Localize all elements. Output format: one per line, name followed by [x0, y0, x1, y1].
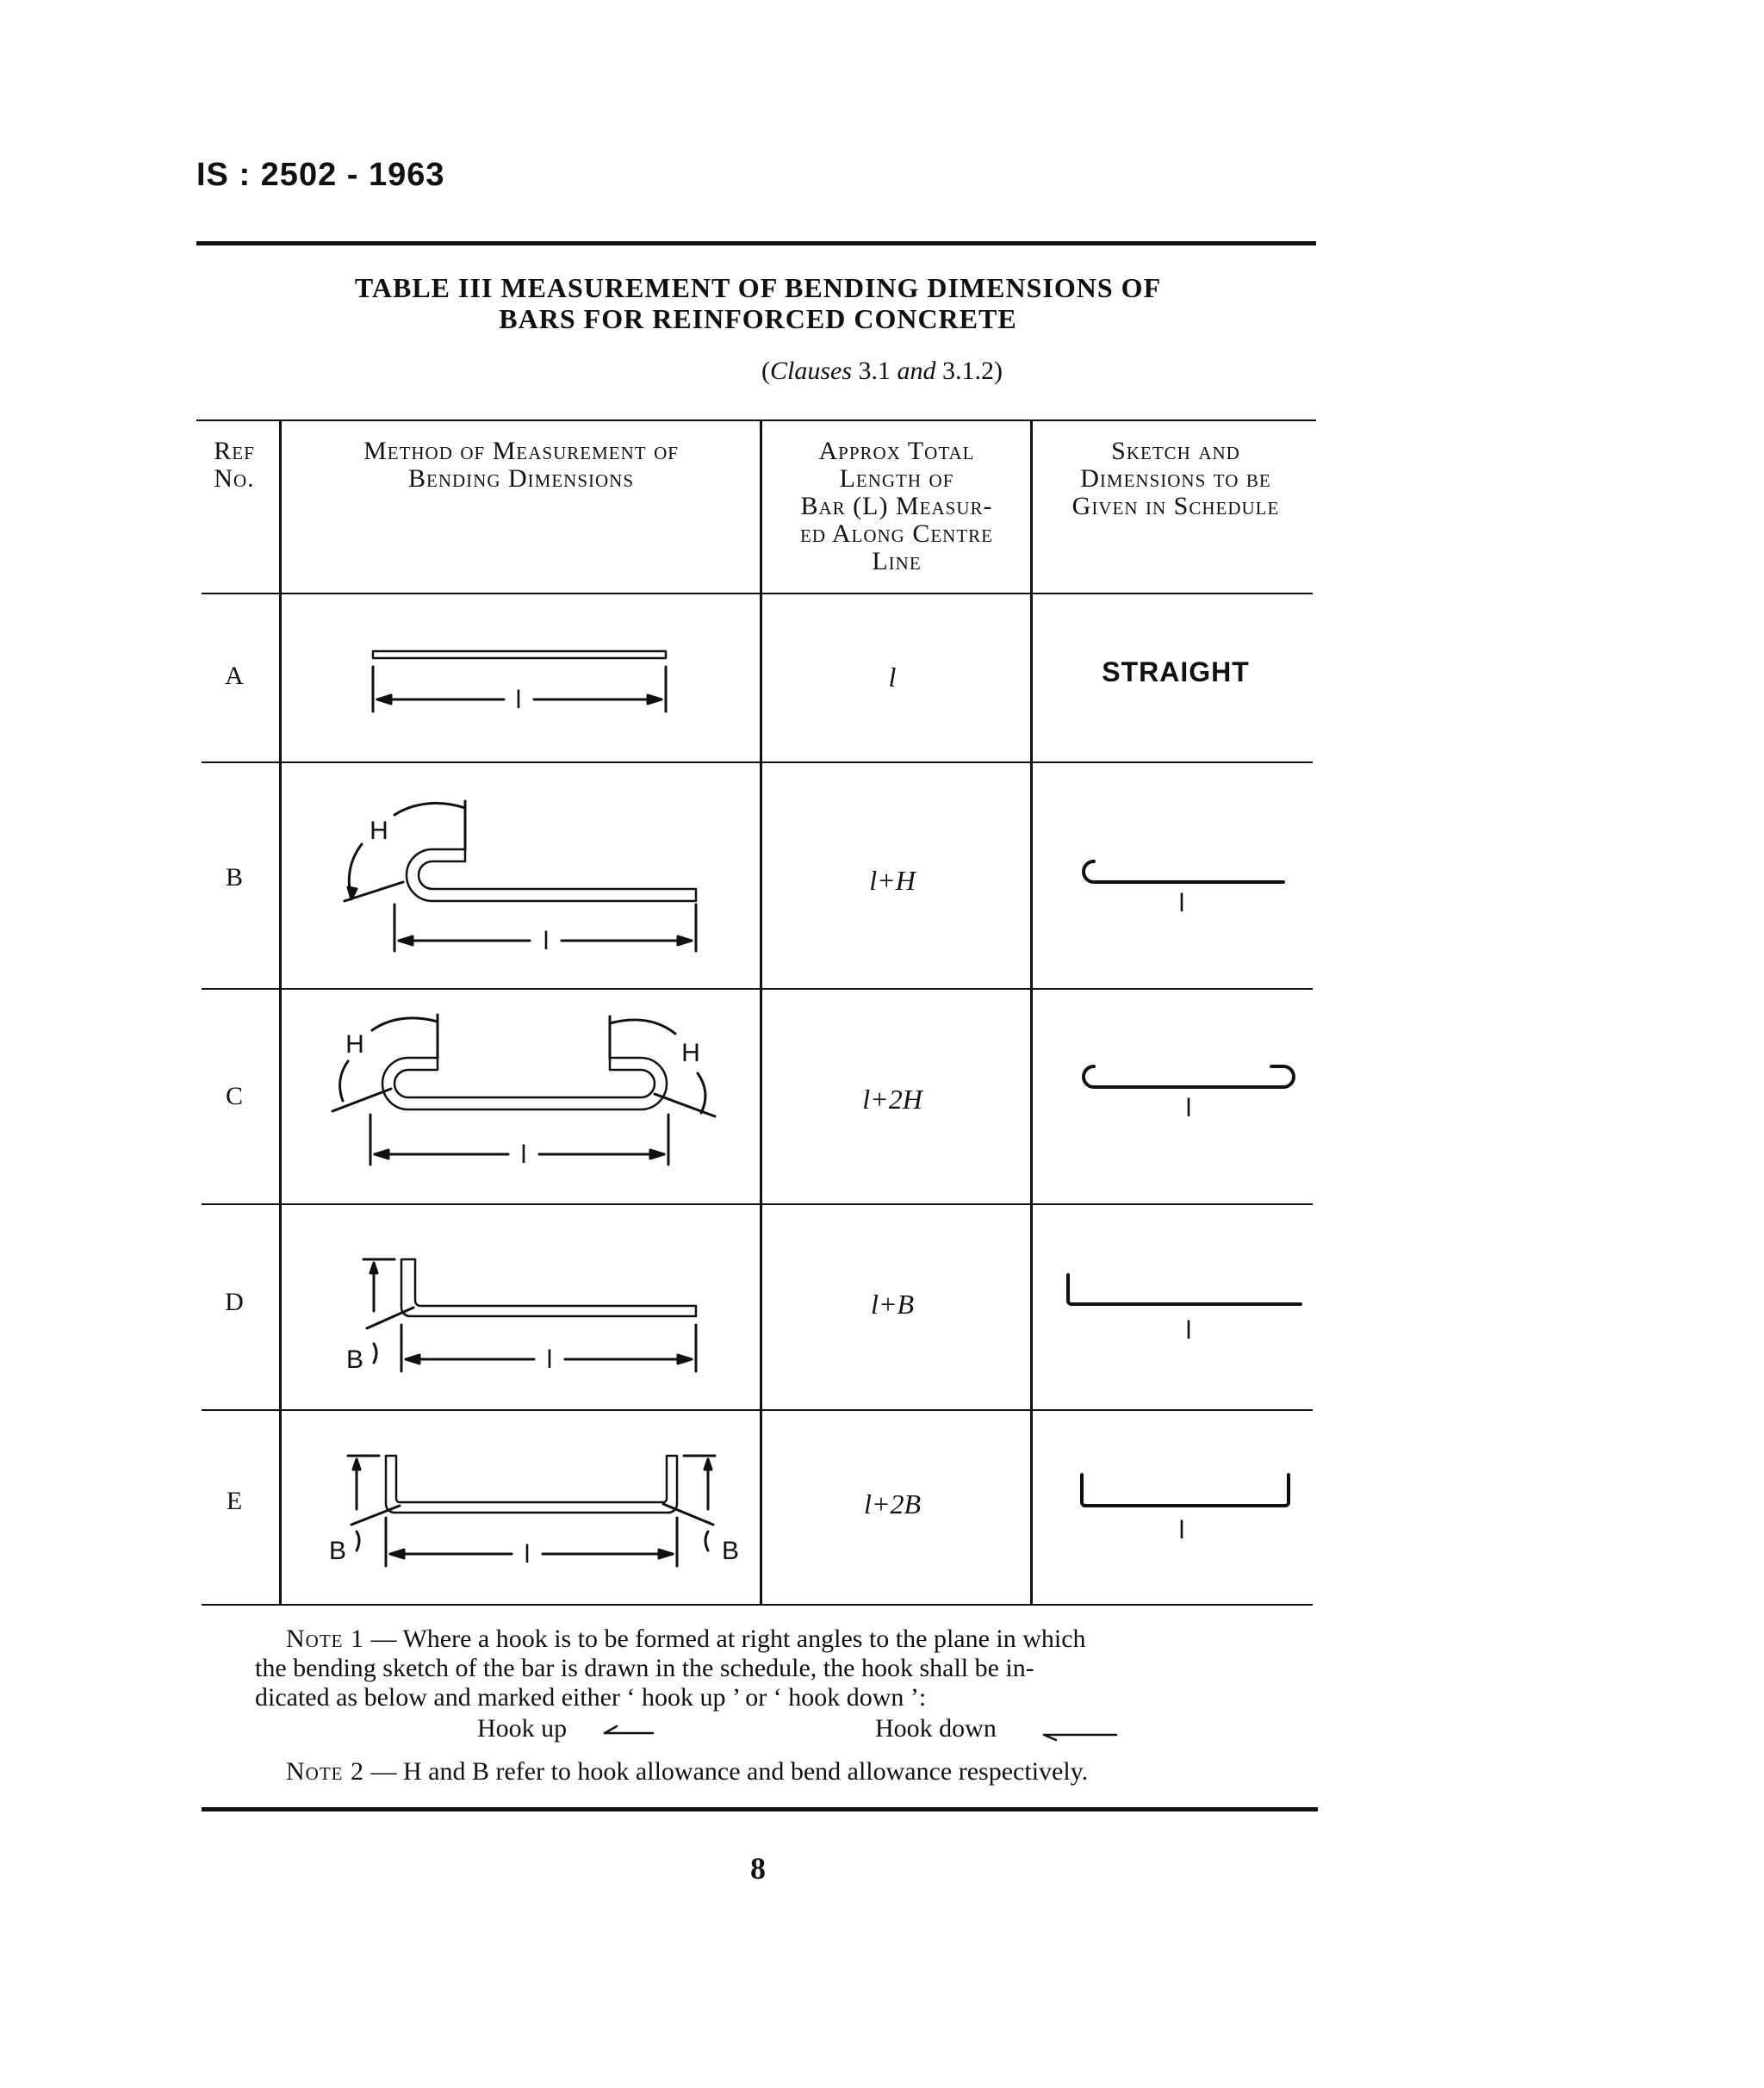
diagram-b-hook-label: H	[370, 817, 388, 845]
page-number: 8	[750, 1851, 766, 1886]
row-length-d: l+B	[870, 1289, 915, 1320]
col-header-ref-line1: Ref	[214, 437, 255, 465]
row-ref-c: C	[225, 1082, 243, 1110]
note-2-text: — H and B refer to hook allowance and bend allowance respectively.	[364, 1757, 1089, 1786]
row-ref-d: D	[225, 1288, 244, 1316]
clauses-and: and	[897, 357, 936, 385]
diagram-b-hook-bar	[345, 801, 696, 955]
note-1	[255, 1625, 1323, 1712]
schedule-sketch-d	[1068, 1275, 1301, 1345]
col-header-ref-line2: No.	[214, 464, 255, 493]
note-1-line3: dicated as below and marked either ‘ hook up ’ or ‘ hook down ’:	[255, 1683, 927, 1712]
clauses-end: 3.1.2	[935, 357, 994, 385]
table-title-line1: TABLE III MEASUREMENT OF BENDING DIMENSIONS OF	[354, 272, 1162, 303]
diagram-d-bend-label: B	[345, 1345, 364, 1374]
hook-up-arrow	[605, 1726, 653, 1733]
row-length-e: l+2B	[863, 1488, 922, 1519]
schedule-sketch-c-label: l	[1185, 1094, 1192, 1122]
row-ref-e: E	[226, 1487, 243, 1515]
diagram-e-bend-label-right: B	[721, 1537, 740, 1565]
schedule-sketch-b	[1084, 861, 1283, 917]
col-header-length-line3: Bar (L) Measur-	[800, 492, 993, 520]
note-1-text-line1: — Where a hook is to be formed at right angles to the plane in which	[364, 1625, 1086, 1653]
table-title-line2: BARS FOR REINFORCED CONCRETE	[499, 303, 1017, 334]
standard-number: IS : 2502 - 1963	[196, 157, 445, 193]
diagram-c-hook-label-right: H	[681, 1039, 700, 1067]
schedule-sketch-e-label: l	[1178, 1516, 1185, 1544]
col-header-sketch-line2: Dimensions to be	[1080, 464, 1271, 493]
schedule-sketch-e	[1082, 1475, 1289, 1544]
row-length-b: l+H	[869, 865, 916, 896]
row-ref-b: B	[225, 863, 243, 892]
diagram-a-straight-bar	[373, 651, 666, 714]
diagram-e-length-label: l	[524, 1540, 531, 1569]
clauses-prefix: Clauses	[769, 357, 852, 385]
note-1-line1	[255, 1625, 1323, 1654]
diagram-c-length-label: l	[520, 1140, 527, 1169]
diagram-e-bend-label-left: B	[328, 1537, 347, 1565]
col-header-method-line2: Bending Dimensions	[408, 464, 634, 493]
row-ref-a: A	[225, 662, 244, 690]
diagram-c-hook-label-left: H	[345, 1030, 364, 1059]
col-header-sketch-line3: Given in Schedule	[1071, 492, 1280, 520]
bottom-rule	[202, 1807, 1318, 1811]
row-length-a: l	[888, 662, 897, 693]
col-header-method-line1: Method of Measurement of	[363, 437, 679, 465]
hook-up-label: Hook up	[477, 1714, 568, 1743]
diagram-d-length-label: l	[546, 1345, 553, 1374]
col-header-length-line5: Line	[872, 547, 922, 575]
diagram-d-bend-bar	[346, 1259, 696, 1374]
col-header-length-line4: ed Along Centre	[800, 519, 993, 548]
clauses-mid: 3.1	[852, 357, 898, 385]
note-2	[286, 1757, 1320, 1787]
diagram-c-double-hook-bar	[332, 1015, 715, 1169]
col-header-length-line1: Approx Total	[818, 437, 975, 465]
col-header-sketch-line1: Sketch and	[1111, 437, 1240, 465]
schedule-sketch-d-label: l	[1185, 1316, 1192, 1345]
diagram-a-length-label: l	[515, 686, 522, 714]
schedule-sketch-c	[1084, 1066, 1294, 1122]
row-length-c: l+2H	[862, 1084, 922, 1115]
note-1-line2: the bending sketch of the bar is drawn in the schedule, the hook shall be in-	[255, 1654, 1034, 1682]
note-2-label: Note 2	[286, 1757, 364, 1786]
table-clauses: (Clauses 3.1 and 3.1.2)	[761, 357, 1003, 385]
schedule-sketch-b-label: l	[1178, 889, 1185, 917]
col-header-length-line2: Length of	[839, 464, 954, 493]
diagram-e-double-bend-bar	[329, 1456, 739, 1569]
hook-down-arrow	[1044, 1735, 1116, 1740]
note-1-label: Note 1	[286, 1625, 364, 1653]
diagram-b-length-label: l	[543, 927, 550, 955]
hook-down-label: Hook down	[875, 1714, 997, 1743]
row-sketch-straight: STRAIGHT	[1102, 656, 1250, 687]
